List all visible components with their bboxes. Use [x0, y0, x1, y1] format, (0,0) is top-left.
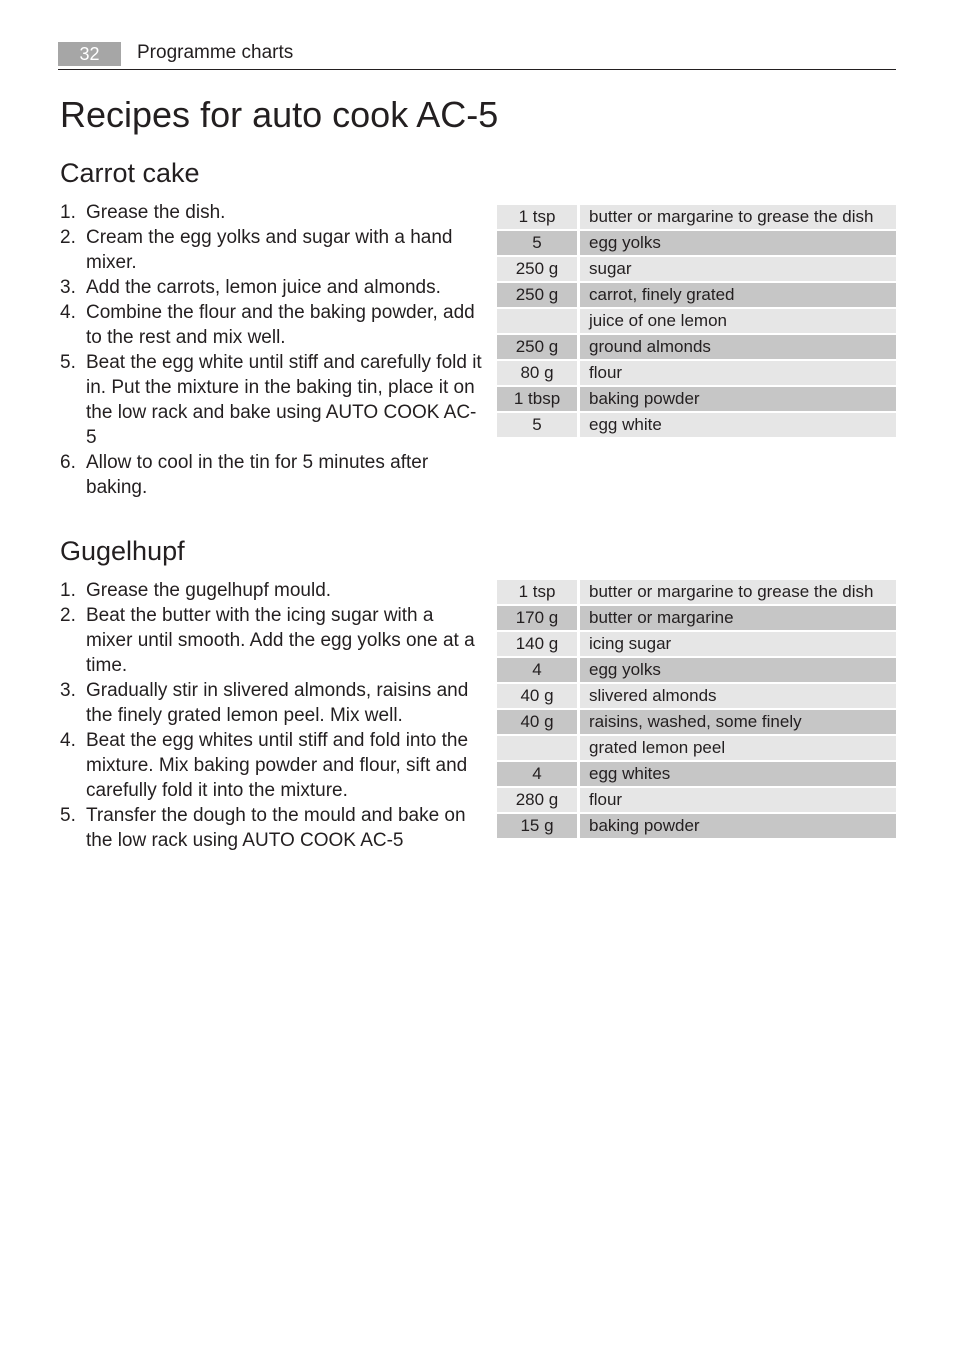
ingredient-name: butter or margarine to grease the dish	[580, 580, 896, 606]
ingredient-quantity: 1 tsp	[497, 580, 580, 606]
ingredient-name: raisins, washed, some finely	[580, 710, 896, 736]
step-number: 2.	[60, 227, 76, 248]
ingredient-quantity: 250 g	[497, 283, 580, 309]
ingredient-name: butter or margarine to grease the dish	[580, 205, 896, 231]
ingredient-quantity: 40 g	[497, 710, 580, 736]
ingredient-name: butter or margarine	[580, 606, 896, 632]
page-number: 32	[58, 42, 121, 66]
ingredient-name: flour	[580, 361, 896, 387]
table-row	[497, 762, 896, 788]
table-row	[497, 387, 896, 413]
recipe-title-carrot-cake: Carrot cake	[60, 158, 200, 188]
carrot-cake-steps	[60, 200, 482, 500]
step-item	[60, 803, 482, 853]
table-row	[497, 283, 896, 309]
table-row	[497, 736, 896, 762]
step-item	[60, 275, 482, 300]
step-text: Beat the egg white until stiff and carefully fold it in. Put the mixture in the baking tin, place it on the low rack and bake using AUTO COOK AC-5	[86, 352, 482, 448]
ingredient-name: egg white	[580, 413, 896, 439]
ingredient-name: ground almonds	[580, 335, 896, 361]
table-row	[497, 361, 896, 387]
ingredient-quantity: 1 tbsp	[497, 387, 580, 413]
ingredient-quantity: 250 g	[497, 257, 580, 283]
step-text: Transfer the dough to the mould and bake on the low rack using AUTO COOK AC-5	[86, 805, 466, 851]
ingredient-quantity: 4	[497, 658, 580, 684]
ingredient-quantity: 250 g	[497, 335, 580, 361]
table-row	[497, 814, 896, 840]
page-header	[58, 40, 896, 70]
step-text: Gradually stir in slivered almonds, raisins and the finely grated lemon peel. Mix well.	[86, 680, 469, 726]
ingredient-name: egg whites	[580, 762, 896, 788]
ingredient-quantity: 40 g	[497, 684, 580, 710]
header-section-title: Programme charts	[137, 42, 294, 63]
ingredient-name: juice of one lemon	[580, 309, 896, 335]
step-text: Beat the egg whites until stiff and fold into the mixture. Mix baking powder and flour, sift and carefully fold it into the mixture.	[86, 730, 469, 801]
ingredient-name: egg yolks	[580, 658, 896, 684]
gugelhupf-steps	[60, 578, 482, 853]
step-text: Grease the dish.	[86, 202, 226, 223]
ingredient-quantity: 5	[497, 231, 580, 257]
table-row	[497, 231, 896, 257]
table-row	[497, 309, 896, 335]
ingredient-name: grated lemon peel	[580, 736, 896, 762]
step-number: 3.	[60, 277, 76, 298]
step-item	[60, 350, 482, 450]
ingredient-quantity: 80 g	[497, 361, 580, 387]
ingredient-quantity: 140 g	[497, 632, 580, 658]
step-number: 6.	[60, 452, 76, 473]
step-item	[60, 578, 482, 603]
table-row	[497, 413, 896, 439]
step-item	[60, 728, 482, 803]
table-row	[497, 788, 896, 814]
step-number: 3.	[60, 680, 76, 701]
ingredient-name: sugar	[580, 257, 896, 283]
ingredient-quantity	[497, 309, 580, 335]
step-item	[60, 678, 482, 728]
table-row	[497, 658, 896, 684]
table-row	[497, 580, 896, 606]
ingredient-quantity: 5	[497, 413, 580, 439]
ingredient-name: egg yolks	[580, 231, 896, 257]
table-row	[497, 710, 896, 736]
table-row	[497, 257, 896, 283]
ingredient-name: slivered almonds	[580, 684, 896, 710]
table-row	[497, 205, 896, 231]
ingredient-quantity: 4	[497, 762, 580, 788]
step-item	[60, 300, 482, 350]
step-number: 5.	[60, 352, 76, 373]
ingredient-name: carrot, finely grated	[580, 283, 896, 309]
step-number: 4.	[60, 730, 76, 751]
step-item	[60, 225, 482, 275]
step-text: Combine the flour and the baking powder, add to the rest and mix well.	[86, 302, 475, 348]
step-item	[60, 450, 482, 500]
ingredient-name: icing sugar	[580, 632, 896, 658]
step-text: Grease the gugelhupf mould.	[86, 580, 332, 601]
step-text: Allow to cool in the tin for 5 minutes after baking.	[86, 452, 429, 498]
step-number: 1.	[60, 202, 76, 223]
ingredient-quantity: 280 g	[497, 788, 580, 814]
step-number: 2.	[60, 605, 76, 626]
step-number: 1.	[60, 580, 76, 601]
table-row	[497, 684, 896, 710]
ingredient-quantity: 15 g	[497, 814, 580, 840]
recipe-title-gugelhupf: Gugelhupf	[60, 536, 185, 566]
step-text: Cream the egg yolks and sugar with a hand mixer.	[86, 227, 453, 273]
ingredient-quantity	[497, 736, 580, 762]
carrot-cake-ingredients-table	[497, 205, 896, 439]
page-title: Recipes for auto cook AC-5	[60, 94, 499, 135]
step-number: 5.	[60, 805, 76, 826]
table-row	[497, 335, 896, 361]
table-row	[497, 606, 896, 632]
step-text: Add the carrots, lemon juice and almonds.	[86, 277, 441, 298]
ingredient-name: baking powder	[580, 387, 896, 413]
ingredient-name: baking powder	[580, 814, 896, 840]
ingredient-name: flour	[580, 788, 896, 814]
step-number: 4.	[60, 302, 76, 323]
step-text: Beat the butter with the icing sugar with a mixer until smooth. Add the egg yolks one at a time.	[86, 605, 475, 676]
gugelhupf-ingredients-table	[497, 580, 896, 840]
table-row	[497, 632, 896, 658]
ingredient-quantity: 1 tsp	[497, 205, 580, 231]
ingredient-quantity: 170 g	[497, 606, 580, 632]
step-item	[60, 603, 482, 678]
step-item	[60, 200, 482, 225]
